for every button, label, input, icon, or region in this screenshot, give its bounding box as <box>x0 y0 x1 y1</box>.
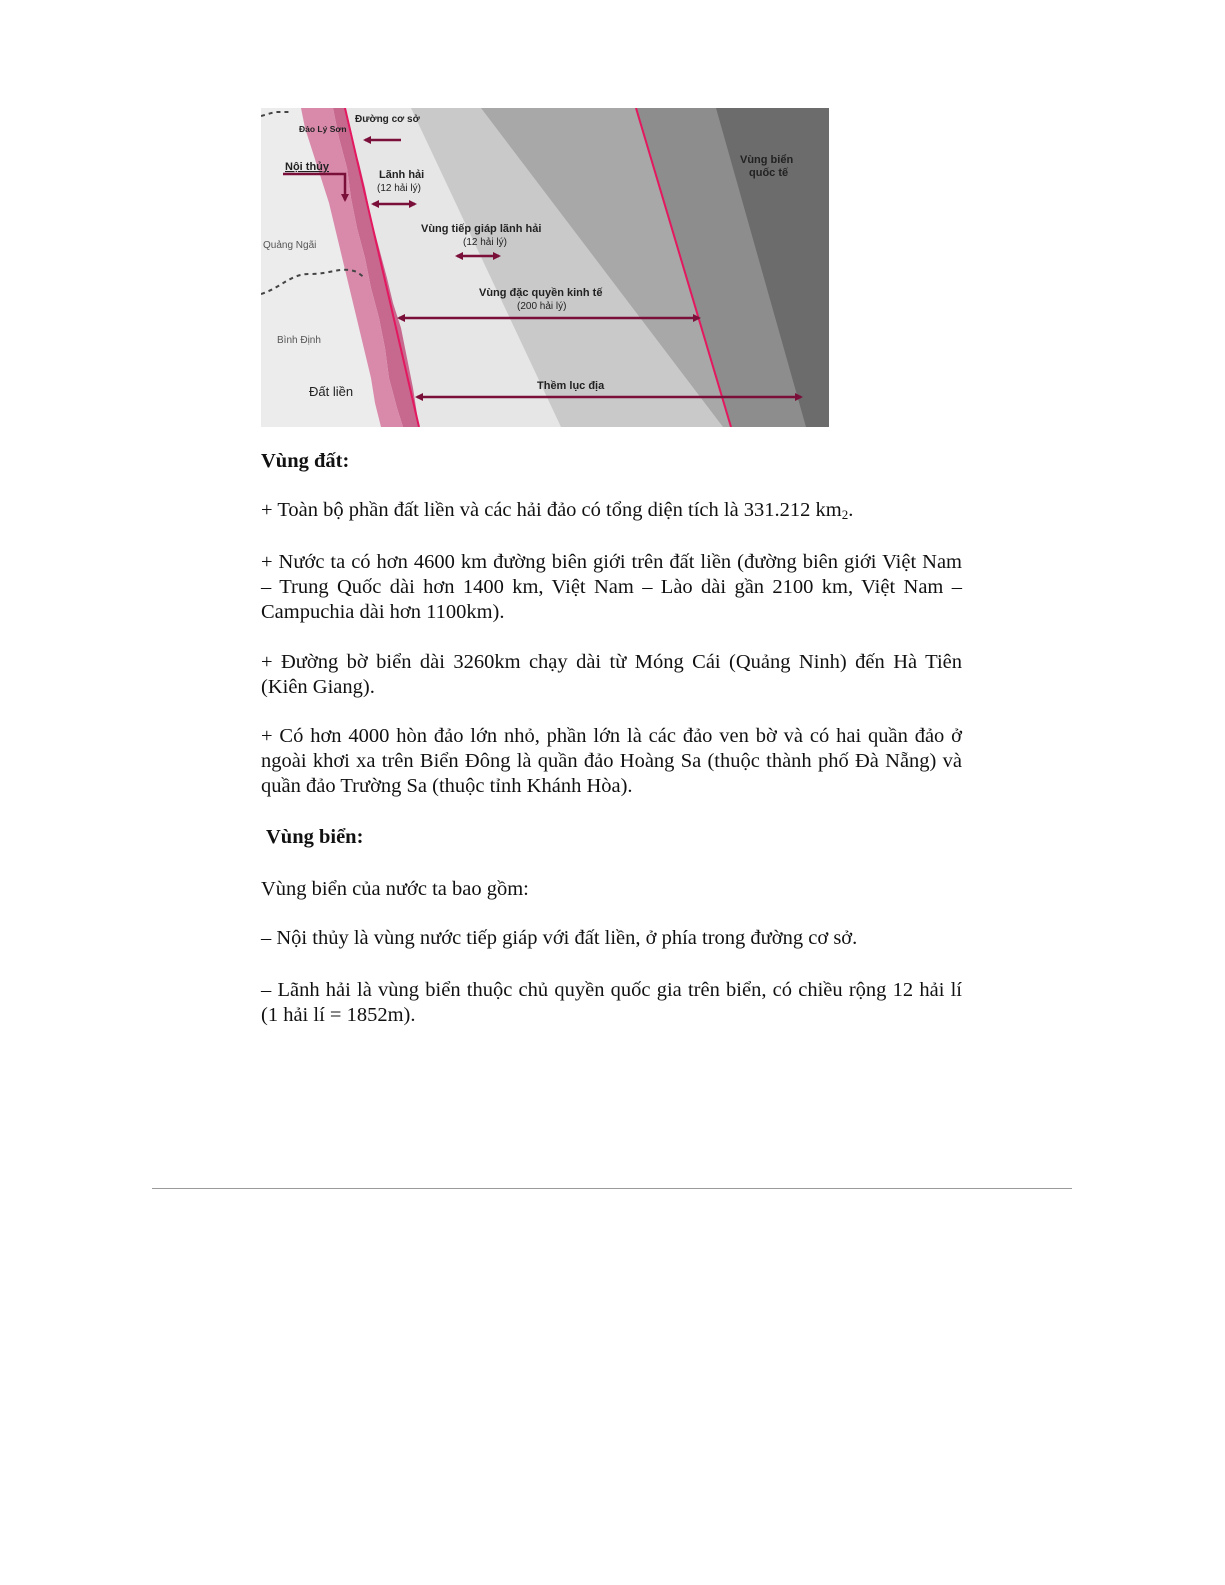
label-continental-shelf: Thềm lục địa <box>537 380 605 392</box>
label-binh-dinh: Bình Định <box>277 335 321 346</box>
page-divider <box>152 1188 1072 1189</box>
maritime-zones-diagram <box>261 108 829 427</box>
land-paragraph-1 <box>261 498 962 524</box>
land-area-text: + Toàn bộ phần đất liền và các hải đảo có tổng diện tích là 331.212 km <box>261 499 842 521</box>
label-contiguous-zone-width: (12 hải lý) <box>463 237 507 248</box>
label-baseline: Đường cơ sở <box>355 114 420 125</box>
land-paragraph-2: + Nước ta có hơn 4600 km đường biên giới trên đất liền (đường biên giới Việt Nam – Trung Quốc dài hơn 1400 km, Việt Nam – Lào dài gần 2100 km, Việt Nam – Campuchia dài hơn 1100km). <box>261 551 962 623</box>
land-paragraph-3: + Đường bờ biển dài 3260km chạy dài từ Móng Cái (Quảng Ninh) đến Hà Tiên (Kiên Giang). <box>261 651 962 698</box>
label-territorial-sea: Lãnh hải <box>379 169 425 181</box>
label-contiguous-zone: Vùng tiếp giáp lãnh hải <box>421 223 542 235</box>
label-internal-waters: Nội thủy <box>285 161 329 173</box>
land-area-end: . <box>848 499 854 521</box>
sea-item-2: – Lãnh hải là vùng biển thuộc chủ quyền quốc gia trên biển, có chiều rộng 12 hải lí (1 hải lí = 1852m). <box>261 979 962 1026</box>
label-eez: Vùng đặc quyền kinh tế <box>479 287 603 299</box>
label-international-1: Vùng biển <box>740 154 794 166</box>
land-area-unit: 2 <box>841 507 849 522</box>
label-quang-ngai: Quảng Ngãi <box>263 240 317 251</box>
heading-land: Vùng đất: <box>261 450 350 472</box>
sea-item-1: – Nội thủy là vùng nước tiếp giáp với đất liền, ở phía trong đường cơ sở. <box>261 927 858 949</box>
label-international-2: quốc tế <box>749 167 789 179</box>
sea-intro: Vùng biển của nước ta bao gồm: <box>261 878 529 900</box>
label-eez-width: (200 hải lý) <box>517 301 567 312</box>
label-mainland: Đất liền <box>309 384 354 399</box>
label-territorial-sea-width: (12 hải lý) <box>377 183 421 194</box>
heading-sea: Vùng biển: <box>266 826 364 848</box>
label-ly-son: Đảo Lý Sơn <box>299 124 347 134</box>
land-paragraph-4: + Có hơn 4000 hòn đảo lớn nhỏ, phần lớn là các đảo ven bờ và có hai quần đảo ở ngoài khơi xa trên Biển Đông là quần đảo Hoàng Sa (thuộc thành phố Đà Nẵng) và quần đảo Trường Sa (thuộc tỉnh Khánh Hòa). <box>261 725 962 797</box>
